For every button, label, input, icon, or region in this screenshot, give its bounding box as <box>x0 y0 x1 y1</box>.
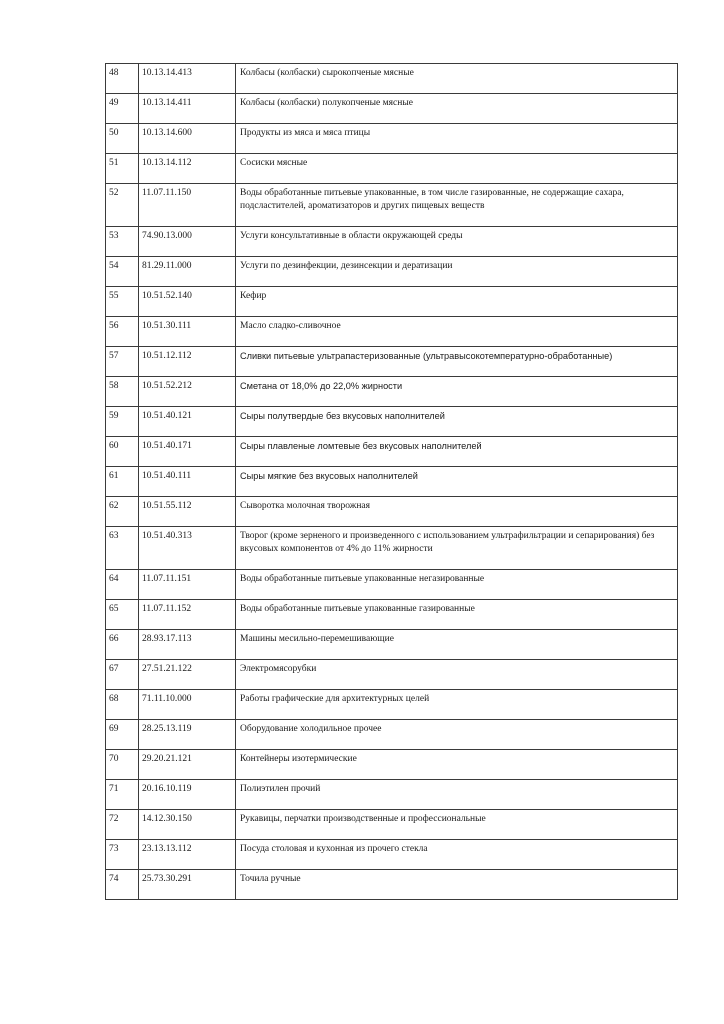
okpd-code-cell: 74.90.13.000 <box>139 227 236 257</box>
row-number-cell: 66 <box>106 630 139 660</box>
product-name-cell: Рукавицы, перчатки производственные и профессиональные <box>236 810 678 840</box>
okpd-code-cell: 11.07.11.152 <box>139 600 236 630</box>
table-body <box>106 64 678 900</box>
table-row <box>106 347 678 377</box>
row-number-cell: 60 <box>106 437 139 467</box>
table-row <box>106 467 678 497</box>
row-number-cell: 71 <box>106 780 139 810</box>
table-row <box>106 840 678 870</box>
okpd-code-cell: 81.29.11.000 <box>139 257 236 287</box>
row-number-cell: 51 <box>106 154 139 184</box>
okpd-code-cell: 20.16.10.119 <box>139 780 236 810</box>
product-name-cell: Сыры полутвердые без вкусовых наполнителей <box>236 407 678 437</box>
product-name-cell: Работы графические для архитектурных целей <box>236 690 678 720</box>
row-number-cell: 58 <box>106 377 139 407</box>
okpd-code-cell: 10.51.12.112 <box>139 347 236 377</box>
okpd-code-cell: 28.93.17.113 <box>139 630 236 660</box>
product-name-cell: Масло сладко-сливочное <box>236 317 678 347</box>
product-name-cell: Машины месильно-перемешивающие <box>236 630 678 660</box>
product-name-cell: Продукты из мяса и мяса птицы <box>236 124 678 154</box>
okpd-code-cell: 10.51.52.140 <box>139 287 236 317</box>
row-number-cell: 54 <box>106 257 139 287</box>
row-number-cell: 52 <box>106 184 139 227</box>
okpd-code-cell: 10.51.40.313 <box>139 527 236 570</box>
product-name-cell: Посуда столовая и кухонная из прочего стекла <box>236 840 678 870</box>
okpd-code-cell: 25.73.30.291 <box>139 870 236 900</box>
table-row <box>106 690 678 720</box>
okpd-code-cell: 10.51.30.111 <box>139 317 236 347</box>
product-name-cell: Кефир <box>236 287 678 317</box>
table-row <box>106 497 678 527</box>
okpd-code-cell: 10.51.40.171 <box>139 437 236 467</box>
table-row <box>106 154 678 184</box>
table-row <box>106 750 678 780</box>
product-name-cell: Электромясорубки <box>236 660 678 690</box>
product-name-cell: Контейнеры изотермические <box>236 750 678 780</box>
row-number-cell: 69 <box>106 720 139 750</box>
table-row <box>106 600 678 630</box>
okpd-code-cell: 10.51.40.121 <box>139 407 236 437</box>
row-number-cell: 49 <box>106 94 139 124</box>
row-number-cell: 73 <box>106 840 139 870</box>
okpd-code-cell: 10.51.52.212 <box>139 377 236 407</box>
okpd-code-cell: 10.13.14.112 <box>139 154 236 184</box>
okpd-code-cell: 11.07.11.151 <box>139 570 236 600</box>
product-name-cell: Воды обработанные питьевые упакованные негазированные <box>236 570 678 600</box>
row-number-cell: 72 <box>106 810 139 840</box>
okpd-code-cell: 28.25.13.119 <box>139 720 236 750</box>
row-number-cell: 65 <box>106 600 139 630</box>
table-row <box>106 870 678 900</box>
table-row <box>106 227 678 257</box>
row-number-cell: 48 <box>106 64 139 94</box>
row-number-cell: 67 <box>106 660 139 690</box>
table-row <box>106 317 678 347</box>
product-name-cell: Точила ручные <box>236 870 678 900</box>
product-name-cell: Сыры плавленые ломтевые без вкусовых наполнителей <box>236 437 678 467</box>
product-name-cell: Полиэтилен прочий <box>236 780 678 810</box>
product-name-cell: Творог (кроме зерненого и произведенного с использованием ультрафильтрации и сепарирования) без вкусовых компонентов от 4% до 11% жирности <box>236 527 678 570</box>
row-number-cell: 62 <box>106 497 139 527</box>
okpd-code-cell: 23.13.13.112 <box>139 840 236 870</box>
okpd-code-cell: 11.07.11.150 <box>139 184 236 227</box>
product-code-table <box>105 63 678 900</box>
table-row <box>106 570 678 600</box>
product-name-cell: Услуги по дезинфекции, дезинсекции и дератизации <box>236 257 678 287</box>
table-row <box>106 810 678 840</box>
product-name-cell: Воды обработанные питьевые упакованные, в том числе газированные, не содержащие сахара, подсластителей, ароматизаторов и других пищевых веществ <box>236 184 678 227</box>
product-name-cell: Сметана от 18,0% до 22,0% жирности <box>236 377 678 407</box>
table-row <box>106 660 678 690</box>
table-row <box>106 630 678 660</box>
row-number-cell: 70 <box>106 750 139 780</box>
okpd-code-cell: 10.13.14.411 <box>139 94 236 124</box>
row-number-cell: 61 <box>106 467 139 497</box>
row-number-cell: 50 <box>106 124 139 154</box>
table-row <box>106 257 678 287</box>
row-number-cell: 55 <box>106 287 139 317</box>
product-name-cell: Услуги консультативные в области окружающей среды <box>236 227 678 257</box>
row-number-cell: 63 <box>106 527 139 570</box>
product-name-cell: Сыворотка молочная творожная <box>236 497 678 527</box>
table-row <box>106 94 678 124</box>
row-number-cell: 53 <box>106 227 139 257</box>
row-number-cell: 59 <box>106 407 139 437</box>
table-row <box>106 184 678 227</box>
table-row <box>106 720 678 750</box>
table-row <box>106 377 678 407</box>
table-row <box>106 407 678 437</box>
okpd-code-cell: 10.51.40.111 <box>139 467 236 497</box>
row-number-cell: 57 <box>106 347 139 377</box>
product-name-cell: Сыры мягкие без вкусовых наполнителей <box>236 467 678 497</box>
product-name-cell: Колбасы (колбаски) полукопченые мясные <box>236 94 678 124</box>
table-row <box>106 287 678 317</box>
okpd-code-cell: 27.51.21.122 <box>139 660 236 690</box>
product-name-cell: Сосиски мясные <box>236 154 678 184</box>
product-name-cell: Колбасы (колбаски) сырокопченые мясные <box>236 64 678 94</box>
table-row <box>106 124 678 154</box>
okpd-code-cell: 71.11.10.000 <box>139 690 236 720</box>
table-row <box>106 527 678 570</box>
okpd-code-cell: 10.51.55.112 <box>139 497 236 527</box>
table-row <box>106 437 678 467</box>
okpd-code-cell: 10.13.14.600 <box>139 124 236 154</box>
okpd-code-cell: 29.20.21.121 <box>139 750 236 780</box>
okpd-code-cell: 10.13.14.413 <box>139 64 236 94</box>
row-number-cell: 56 <box>106 317 139 347</box>
product-name-cell: Оборудование холодильное прочее <box>236 720 678 750</box>
product-name-cell: Воды обработанные питьевые упакованные газированные <box>236 600 678 630</box>
row-number-cell: 68 <box>106 690 139 720</box>
product-name-cell: Сливки питьевые ультрапастеризованные (ультравысокотемпературно-обработанные) <box>236 347 678 377</box>
row-number-cell: 64 <box>106 570 139 600</box>
row-number-cell: 74 <box>106 870 139 900</box>
table-row <box>106 780 678 810</box>
table-row <box>106 64 678 94</box>
okpd-code-cell: 14.12.30.150 <box>139 810 236 840</box>
